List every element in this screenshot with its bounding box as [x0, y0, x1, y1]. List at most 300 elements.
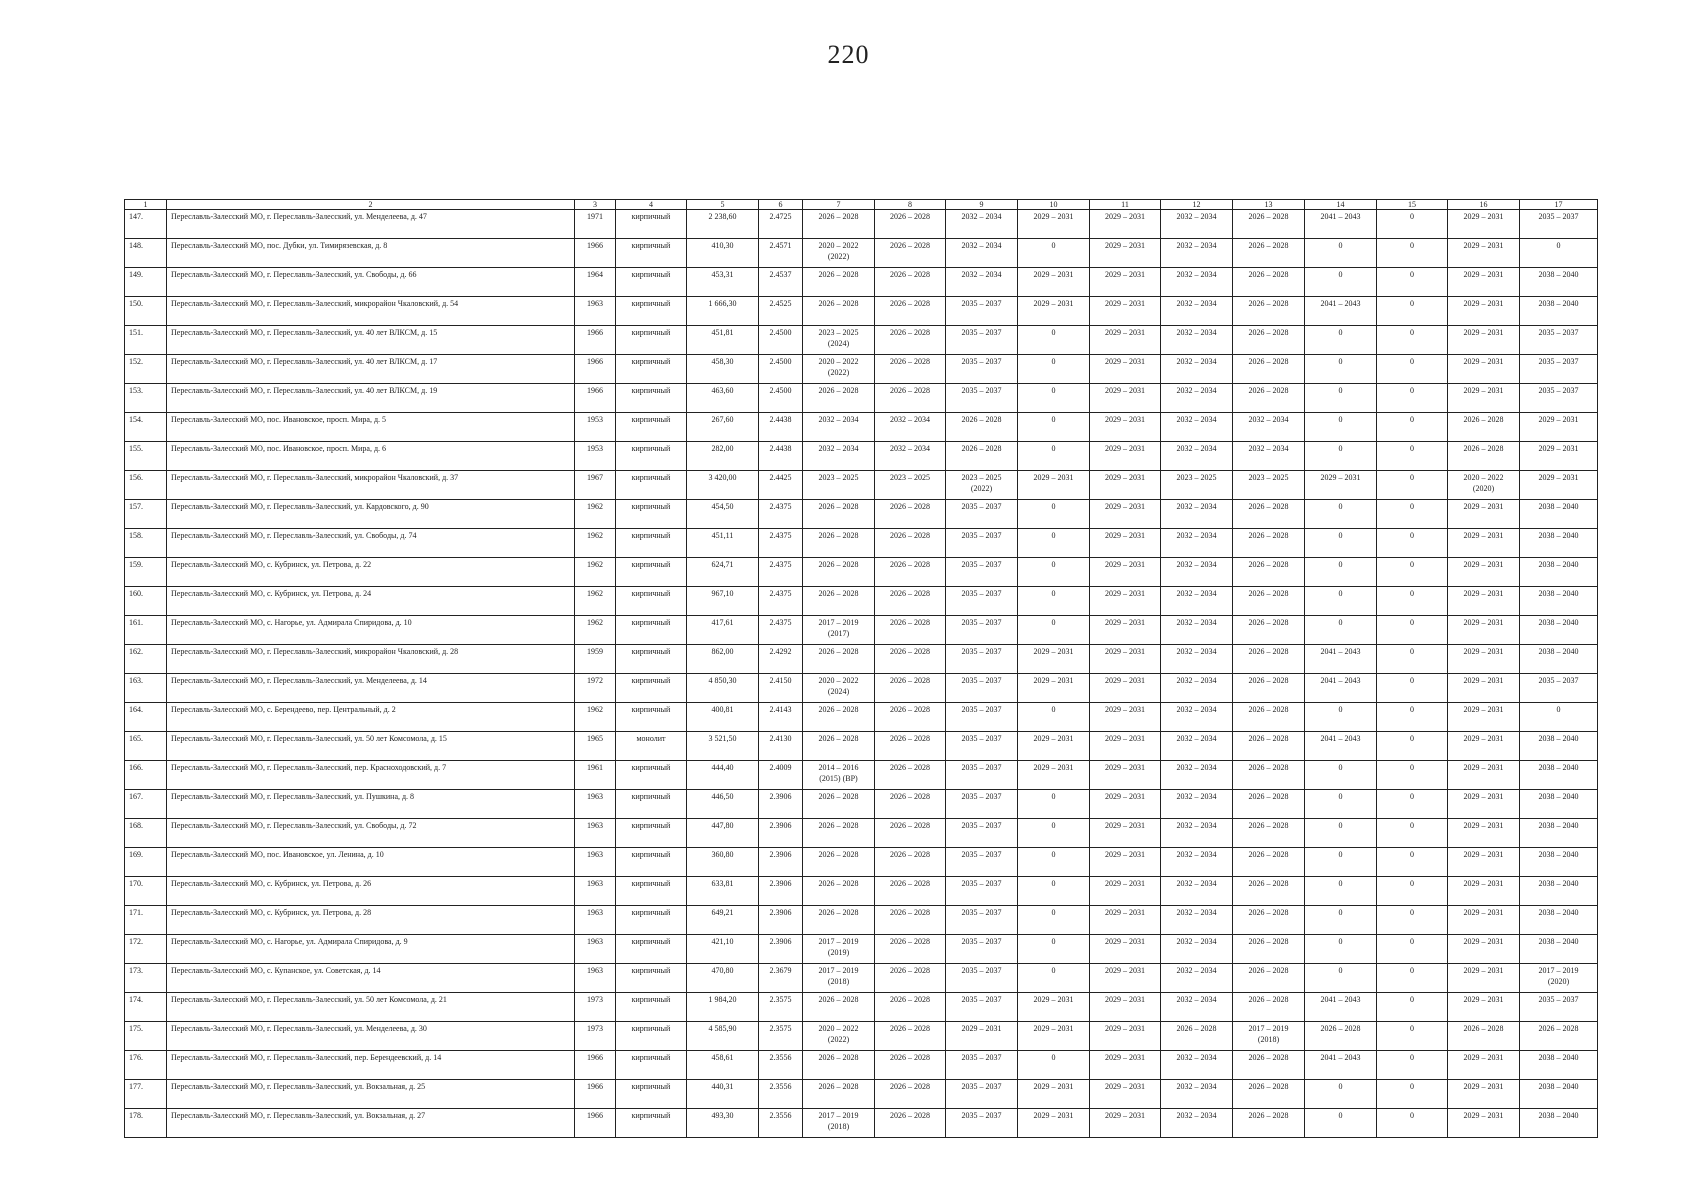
table-cell: 2029 – 2031 — [1090, 471, 1161, 500]
table-cell: 2029 – 2031 — [1448, 1080, 1520, 1109]
table-cell: 2020 – 2022 (2022) — [803, 239, 875, 268]
table-cell: 2026 – 2028 — [803, 877, 875, 906]
table-row — [125, 1022, 1598, 1051]
table-cell: кирпичный — [616, 819, 687, 848]
table-cell: 2035 – 2037 — [946, 877, 1018, 906]
table-cell: 2.3906 — [759, 790, 803, 819]
table-cell: 2029 – 2031 — [1090, 1109, 1161, 1138]
table-cell: 2029 – 2031 — [1448, 848, 1520, 877]
table-cell: 0 — [1018, 558, 1090, 587]
table-cell: 0 — [1018, 935, 1090, 964]
table-cell: 0 — [1305, 355, 1377, 384]
table-cell: 0 — [1377, 964, 1448, 993]
table-cell: 0 — [1305, 587, 1377, 616]
table-cell: 2035 – 2037 — [946, 1080, 1018, 1109]
table-cell: 2029 – 2031 — [1448, 790, 1520, 819]
table-cell: 2029 – 2031 — [1448, 674, 1520, 703]
table-cell: 2026 – 2028 — [1233, 500, 1305, 529]
table-cell: 1967 — [575, 471, 616, 500]
table-cell: кирпичный — [616, 558, 687, 587]
address-cell: Переславль-Залесский МО, г. Переславль-Залесский, пер. Берендеевский, д. 14 — [167, 1051, 575, 1080]
table-cell: кирпичный — [616, 848, 687, 877]
table-cell: 2029 – 2031 — [1018, 732, 1090, 761]
table-row — [125, 326, 1598, 355]
table-cell: 2.4292 — [759, 645, 803, 674]
table-cell: 2029 – 2031 — [1090, 616, 1161, 645]
table-row — [125, 906, 1598, 935]
row-number-cell: 167. — [125, 790, 167, 819]
table-cell: кирпичный — [616, 703, 687, 732]
column-number: 2 — [167, 200, 575, 210]
table-cell: 2032 – 2034 — [1161, 906, 1233, 935]
table-cell: 2032 – 2034 — [1161, 761, 1233, 790]
address-cell: Переславль-Залесский МО, г. Переславль-Залесский, ул. Свободы, д. 66 — [167, 268, 575, 297]
table-cell: 463,60 — [687, 384, 759, 413]
row-number-cell: 160. — [125, 587, 167, 616]
table-cell: 2.4375 — [759, 529, 803, 558]
table-cell: 2038 – 2040 — [1520, 500, 1598, 529]
table-cell: 2032 – 2034 — [1161, 790, 1233, 819]
table-cell: 2026 – 2028 — [803, 790, 875, 819]
table-cell: 2035 – 2037 — [946, 500, 1018, 529]
table-cell: кирпичный — [616, 1109, 687, 1138]
table-cell: 2 238,60 — [687, 210, 759, 239]
table-cell: 2029 – 2031 — [1090, 964, 1161, 993]
table-cell: 2017 – 2019 (2019) — [803, 935, 875, 964]
table-cell: 2032 – 2034 — [1161, 964, 1233, 993]
table-cell: 446,50 — [687, 790, 759, 819]
table-cell: 2032 – 2034 — [946, 239, 1018, 268]
table-cell: 2026 – 2028 — [803, 384, 875, 413]
table-cell: 2026 – 2028 — [1233, 964, 1305, 993]
table-cell: кирпичный — [616, 587, 687, 616]
table-cell: 2026 – 2028 — [875, 297, 946, 326]
table-cell: 0 — [1377, 848, 1448, 877]
table-cell: 2014 – 2016 (2015) (ВР) — [803, 761, 875, 790]
table-cell: 2029 – 2031 — [1018, 674, 1090, 703]
table-cell: 967,10 — [687, 587, 759, 616]
table-cell: 2032 – 2034 — [1233, 413, 1305, 442]
table-row — [125, 703, 1598, 732]
table-cell: 470,80 — [687, 964, 759, 993]
table-cell: кирпичный — [616, 297, 687, 326]
row-number-cell: 154. — [125, 413, 167, 442]
table-cell: 2026 – 2028 — [946, 413, 1018, 442]
table-row — [125, 529, 1598, 558]
table-cell: 2029 – 2031 — [1448, 964, 1520, 993]
table-cell: 0 — [1377, 616, 1448, 645]
table-cell: 2026 – 2028 — [803, 500, 875, 529]
table-cell: 2026 – 2028 — [875, 848, 946, 877]
table-row — [125, 413, 1598, 442]
table-cell: 2029 – 2031 — [1448, 616, 1520, 645]
table-row — [125, 964, 1598, 993]
table-cell: 2.4130 — [759, 732, 803, 761]
table-cell: 2032 – 2034 — [1161, 355, 1233, 384]
table-cell: 2026 – 2028 — [803, 558, 875, 587]
table-cell: 2029 – 2031 — [1448, 703, 1520, 732]
table-cell: 2029 – 2031 — [1448, 355, 1520, 384]
table-cell: 2029 – 2031 — [1090, 529, 1161, 558]
table-row — [125, 558, 1598, 587]
table-cell: 2029 – 2031 — [1090, 268, 1161, 297]
table-cell: 2032 – 2034 — [946, 210, 1018, 239]
table-cell: 2029 – 2031 — [1090, 703, 1161, 732]
table-cell: 2026 – 2028 — [875, 384, 946, 413]
table-cell: 2041 – 2043 — [1305, 297, 1377, 326]
table-row — [125, 761, 1598, 790]
table-cell: 451,11 — [687, 529, 759, 558]
table-cell: 2.3556 — [759, 1051, 803, 1080]
row-number-cell: 165. — [125, 732, 167, 761]
address-cell: Переславль-Залесский МО, г. Переславль-Залесский, микрорайон Чкаловский, д. 37 — [167, 471, 575, 500]
table-cell: 0 — [1018, 790, 1090, 819]
address-cell: Переславль-Залесский МО, г. Переславль-Залесский, ул. 40 лет ВЛКСМ, д. 17 — [167, 355, 575, 384]
table-cell: 1966 — [575, 1080, 616, 1109]
row-number-cell: 149. — [125, 268, 167, 297]
row-number-cell: 147. — [125, 210, 167, 239]
table-cell: 2035 – 2037 — [946, 587, 1018, 616]
table-cell: 0 — [1305, 239, 1377, 268]
table-cell: 1953 — [575, 442, 616, 471]
table-cell: 2026 – 2028 — [875, 616, 946, 645]
table-cell: 2026 – 2028 — [803, 906, 875, 935]
table-cell: 267,60 — [687, 413, 759, 442]
table-cell: 2038 – 2040 — [1520, 297, 1598, 326]
table-cell: кирпичный — [616, 1051, 687, 1080]
table-cell: 1972 — [575, 674, 616, 703]
table-cell: 1959 — [575, 645, 616, 674]
table-cell: 2035 – 2037 — [1520, 326, 1598, 355]
table-cell: 2035 – 2037 — [946, 674, 1018, 703]
table-cell: 2029 – 2031 — [1448, 558, 1520, 587]
table-cell: 2038 – 2040 — [1520, 906, 1598, 935]
table-cell: 2032 – 2034 — [1161, 210, 1233, 239]
table-cell: 2.4009 — [759, 761, 803, 790]
table-cell: 2038 – 2040 — [1520, 790, 1598, 819]
table-cell: 0 — [1377, 268, 1448, 297]
table-cell: 0 — [1305, 529, 1377, 558]
table-cell: 2035 – 2037 — [1520, 210, 1598, 239]
table-cell: 1953 — [575, 413, 616, 442]
address-cell: Переславль-Залесский МО, с. Берендеево, пер. Центральный, д. 2 — [167, 703, 575, 732]
table-cell: 2035 – 2037 — [1520, 355, 1598, 384]
address-cell: Переславль-Залесский МО, г. Переславль-Залесский, ул. Кардовского, д. 90 — [167, 500, 575, 529]
table-cell: 2032 – 2034 — [1161, 1051, 1233, 1080]
table-cell: 2038 – 2040 — [1520, 587, 1598, 616]
table-cell: 2029 – 2031 — [1090, 210, 1161, 239]
table-cell: 2032 – 2034 — [1161, 268, 1233, 297]
table-cell: 2.4725 — [759, 210, 803, 239]
address-cell: Переславль-Залесский МО, пос. Ивановское, просп. Мира, д. 6 — [167, 442, 575, 471]
table-cell: 1962 — [575, 529, 616, 558]
table-row — [125, 500, 1598, 529]
table-cell: 282,00 — [687, 442, 759, 471]
table-cell: 2032 – 2034 — [1161, 1109, 1233, 1138]
table-cell: 2032 – 2034 — [1161, 645, 1233, 674]
table-cell: 2020 – 2022 (2024) — [803, 674, 875, 703]
address-cell: Переславль-Залесский МО, с. Нагорье, ул. Адмирала Спиридова, д. 10 — [167, 616, 575, 645]
table-cell: 1961 — [575, 761, 616, 790]
table-row — [125, 442, 1598, 471]
table-cell: 2032 – 2034 — [1161, 1080, 1233, 1109]
table-cell: 2026 – 2028 — [875, 326, 946, 355]
table-cell: 2026 – 2028 — [875, 674, 946, 703]
table-cell: 2029 – 2031 — [1448, 297, 1520, 326]
table-cell: 2.4150 — [759, 674, 803, 703]
table-cell: 0 — [1305, 703, 1377, 732]
table-cell: 0 — [1305, 906, 1377, 935]
table-cell: 1966 — [575, 384, 616, 413]
table-cell: 2029 – 2031 — [1448, 877, 1520, 906]
table-cell: 2026 – 2028 — [1233, 645, 1305, 674]
table-row — [125, 877, 1598, 906]
table-cell: 0 — [1018, 616, 1090, 645]
table-cell: 2035 – 2037 — [1520, 993, 1598, 1022]
table-cell: 2035 – 2037 — [946, 935, 1018, 964]
table-cell: 1962 — [575, 558, 616, 587]
address-cell: Переславль-Залесский МО, г. Переславль-Залесский, ул. Вокзальная, д. 27 — [167, 1109, 575, 1138]
table-cell: 2035 – 2037 — [946, 993, 1018, 1022]
table-cell: 2029 – 2031 — [1090, 1022, 1161, 1051]
table-cell: 2032 – 2034 — [1161, 877, 1233, 906]
table-cell: 2035 – 2037 — [1520, 674, 1598, 703]
column-number: 10 — [1018, 200, 1090, 210]
table-cell: 400,81 — [687, 703, 759, 732]
table-cell: 1962 — [575, 587, 616, 616]
table-cell: 2032 – 2034 — [1161, 558, 1233, 587]
row-number-cell: 178. — [125, 1109, 167, 1138]
table-cell: 2029 – 2031 — [1448, 587, 1520, 616]
table-cell: 1966 — [575, 239, 616, 268]
table-cell: 2017 – 2019 (2020) — [1520, 964, 1598, 993]
table-cell: кирпичный — [616, 906, 687, 935]
table-cell: 2038 – 2040 — [1520, 529, 1598, 558]
table-cell: 2038 – 2040 — [1520, 268, 1598, 297]
table-cell: 0 — [1520, 239, 1598, 268]
table-cell: 1963 — [575, 790, 616, 819]
table-cell: 2023 – 2025 (2022) — [946, 471, 1018, 500]
table-row — [125, 674, 1598, 703]
table-cell: 2029 – 2031 — [1448, 529, 1520, 558]
row-number-cell: 175. — [125, 1022, 167, 1051]
address-cell: Переславль-Залесский МО, г. Переславль-Залесский, микрорайон Чкаловский, д. 54 — [167, 297, 575, 326]
table-cell: 2026 – 2028 — [803, 1051, 875, 1080]
table-cell: 2029 – 2031 — [1018, 297, 1090, 326]
table-cell: 2026 – 2028 — [1233, 384, 1305, 413]
table-cell: 2026 – 2028 — [803, 819, 875, 848]
table-cell: 0 — [1377, 877, 1448, 906]
address-cell: Переславль-Залесский МО, г. Переславль-Залесский, ул. 40 лет ВЛКСМ, д. 15 — [167, 326, 575, 355]
address-cell: Переславль-Залесский МО, с. Кубринск, ул. Петрова, д. 22 — [167, 558, 575, 587]
table-cell: 4 850,30 — [687, 674, 759, 703]
table-cell: 2035 – 2037 — [946, 645, 1018, 674]
address-cell: Переславль-Залесский МО, с. Нагорье, ул. Адмирала Спиридова, д. 9 — [167, 935, 575, 964]
table-cell: 2029 – 2031 — [1018, 645, 1090, 674]
page-number: 220 — [827, 40, 870, 69]
table-cell: 0 — [1377, 1022, 1448, 1051]
table-cell: 0 — [1377, 210, 1448, 239]
table-cell: 1963 — [575, 906, 616, 935]
table-cell: 2026 – 2028 — [1233, 1080, 1305, 1109]
table-cell: 2029 – 2031 — [1090, 500, 1161, 529]
table-cell: 2029 – 2031 — [1448, 210, 1520, 239]
table-cell: 2032 – 2034 — [946, 268, 1018, 297]
table-cell: 2032 – 2034 — [803, 442, 875, 471]
row-number-cell: 153. — [125, 384, 167, 413]
address-cell: Переславль-Залесский МО, г. Переславль-Залесский, ул. 50 лет Комсомола, д. 21 — [167, 993, 575, 1022]
table-cell: 862,00 — [687, 645, 759, 674]
table-cell: 440,31 — [687, 1080, 759, 1109]
address-cell: Переславль-Залесский МО, с. Купанское, ул. Советская, д. 14 — [167, 964, 575, 993]
table-cell: 2029 – 2031 — [1448, 906, 1520, 935]
table-row — [125, 268, 1598, 297]
table-cell: 2026 – 2028 — [1233, 761, 1305, 790]
address-cell: Переславль-Залесский МО, г. Переславль-Залесский, ул. Свободы, д. 74 — [167, 529, 575, 558]
row-number-cell: 169. — [125, 848, 167, 877]
table-cell: 0 — [1377, 355, 1448, 384]
table-cell: 2032 – 2034 — [1161, 993, 1233, 1022]
table-cell: 2029 – 2031 — [1520, 413, 1598, 442]
table-cell: 2035 – 2037 — [946, 703, 1018, 732]
table-cell: 2026 – 2028 — [875, 819, 946, 848]
row-number-cell: 156. — [125, 471, 167, 500]
table-cell: 2035 – 2037 — [946, 355, 1018, 384]
table-cell: 2023 – 2025 (2024) — [803, 326, 875, 355]
table-cell: 2026 – 2028 — [1233, 355, 1305, 384]
table-cell: 2029 – 2031 — [1090, 674, 1161, 703]
table-cell: 0 — [1018, 964, 1090, 993]
table-cell: 2029 – 2031 — [1448, 1109, 1520, 1138]
table-cell: 2023 – 2025 — [803, 471, 875, 500]
table-cell: 2038 – 2040 — [1520, 761, 1598, 790]
row-number-cell: 171. — [125, 906, 167, 935]
table-cell: монолит — [616, 732, 687, 761]
table-cell: 2029 – 2031 — [1090, 239, 1161, 268]
table-cell: 2023 – 2025 — [1161, 471, 1233, 500]
table-cell: 2026 – 2028 — [875, 1051, 946, 1080]
table-cell: 2035 – 2037 — [946, 906, 1018, 935]
table-cell: 2026 – 2028 — [803, 587, 875, 616]
table-cell: 2035 – 2037 — [1520, 384, 1598, 413]
address-cell: Переславль-Залесский МО, г. Переславль-Залесский, ул. Пушкина, д. 8 — [167, 790, 575, 819]
table-cell: 2029 – 2031 — [1448, 732, 1520, 761]
table-cell: 2029 – 2031 — [1448, 761, 1520, 790]
table-row — [125, 587, 1598, 616]
table-cell: кирпичный — [616, 500, 687, 529]
table-cell: 2026 – 2028 — [1448, 413, 1520, 442]
row-number-cell: 176. — [125, 1051, 167, 1080]
table-cell: 624,71 — [687, 558, 759, 587]
table-cell: 2026 – 2028 — [875, 268, 946, 297]
table-cell: кирпичный — [616, 471, 687, 500]
table-cell: 1 666,30 — [687, 297, 759, 326]
table-cell: 0 — [1018, 1051, 1090, 1080]
table-cell: 453,31 — [687, 268, 759, 297]
table-cell: 2038 – 2040 — [1520, 935, 1598, 964]
address-cell: Переславль-Залесский МО, г. Переславль-Залесский, пер. Красноходовский, д. 7 — [167, 761, 575, 790]
address-cell: Переславль-Залесский МО, г. Переславль-Залесский, ул. Вокзальная, д. 25 — [167, 1080, 575, 1109]
table-cell: 2026 – 2028 — [1233, 268, 1305, 297]
table-cell: 2026 – 2028 — [1233, 993, 1305, 1022]
table-cell: 0 — [1377, 645, 1448, 674]
table-cell: 0 — [1305, 500, 1377, 529]
table-cell: 0 — [1377, 1080, 1448, 1109]
column-number: 3 — [575, 200, 616, 210]
table-cell: 2026 – 2028 — [803, 268, 875, 297]
table-cell: 0 — [1305, 819, 1377, 848]
table-cell: 2026 – 2028 — [1233, 1109, 1305, 1138]
table-cell: 1962 — [575, 500, 616, 529]
table-cell: 2026 – 2028 — [875, 239, 946, 268]
table-cell: 1966 — [575, 1051, 616, 1080]
table-row — [125, 1080, 1598, 1109]
table-cell: 2026 – 2028 — [875, 645, 946, 674]
table-cell: 2029 – 2031 — [1520, 442, 1598, 471]
table-cell: 2029 – 2031 — [1018, 268, 1090, 297]
table-cell: 1965 — [575, 732, 616, 761]
table-cell: 0 — [1377, 413, 1448, 442]
row-number-cell: 164. — [125, 703, 167, 732]
table-cell: 2026 – 2028 — [803, 297, 875, 326]
table-row — [125, 819, 1598, 848]
table-cell: 0 — [1377, 326, 1448, 355]
table-cell: 2.3575 — [759, 1022, 803, 1051]
table-cell: кирпичный — [616, 268, 687, 297]
table-cell: 2032 – 2034 — [1161, 413, 1233, 442]
address-cell: Переславль-Залесский МО, г. Переславль-Залесский, ул. Свободы, д. 72 — [167, 819, 575, 848]
table-cell: 2029 – 2031 — [1448, 500, 1520, 529]
table-cell: 0 — [1018, 355, 1090, 384]
table-cell: 1 984,20 — [687, 993, 759, 1022]
table-row — [125, 790, 1598, 819]
table-cell: 2029 – 2031 — [1090, 645, 1161, 674]
address-cell: Переславль-Залесский МО, с. Кубринск, ул. Петрова, д. 24 — [167, 587, 575, 616]
table-cell: 2035 – 2037 — [946, 326, 1018, 355]
table-cell: 2029 – 2031 — [1090, 558, 1161, 587]
table-row — [125, 616, 1598, 645]
table-cell: 2032 – 2034 — [875, 413, 946, 442]
table-row — [125, 1109, 1598, 1138]
table-cell: 2029 – 2031 — [1448, 645, 1520, 674]
table-cell: 2029 – 2031 — [1090, 326, 1161, 355]
table-cell: 2029 – 2031 — [1520, 471, 1598, 500]
column-number-row — [125, 200, 1598, 210]
table-cell: 447,80 — [687, 819, 759, 848]
table-cell: 2.4375 — [759, 558, 803, 587]
table-cell: 2017 – 2019 (2018) — [803, 1109, 875, 1138]
table-cell: 0 — [1377, 529, 1448, 558]
table-cell: 2038 – 2040 — [1520, 877, 1598, 906]
table-cell: 2.3906 — [759, 906, 803, 935]
table-row — [125, 471, 1598, 500]
table-cell: 2038 – 2040 — [1520, 819, 1598, 848]
table-cell: 0 — [1018, 703, 1090, 732]
table-cell: 2.3906 — [759, 877, 803, 906]
table-cell: 0 — [1377, 471, 1448, 500]
table-cell: 2026 – 2028 — [1448, 1022, 1520, 1051]
table-cell: кирпичный — [616, 877, 687, 906]
table-cell: 0 — [1377, 500, 1448, 529]
table-cell: 2026 – 2028 — [1305, 1022, 1377, 1051]
table-cell: 0 — [1305, 268, 1377, 297]
table-cell: 2026 – 2028 — [1520, 1022, 1598, 1051]
table-cell: 2026 – 2028 — [1233, 1051, 1305, 1080]
table-cell: 1966 — [575, 1109, 616, 1138]
table-cell: 2029 – 2031 — [1090, 761, 1161, 790]
table-cell: 451,81 — [687, 326, 759, 355]
table-cell: 2041 – 2043 — [1305, 645, 1377, 674]
